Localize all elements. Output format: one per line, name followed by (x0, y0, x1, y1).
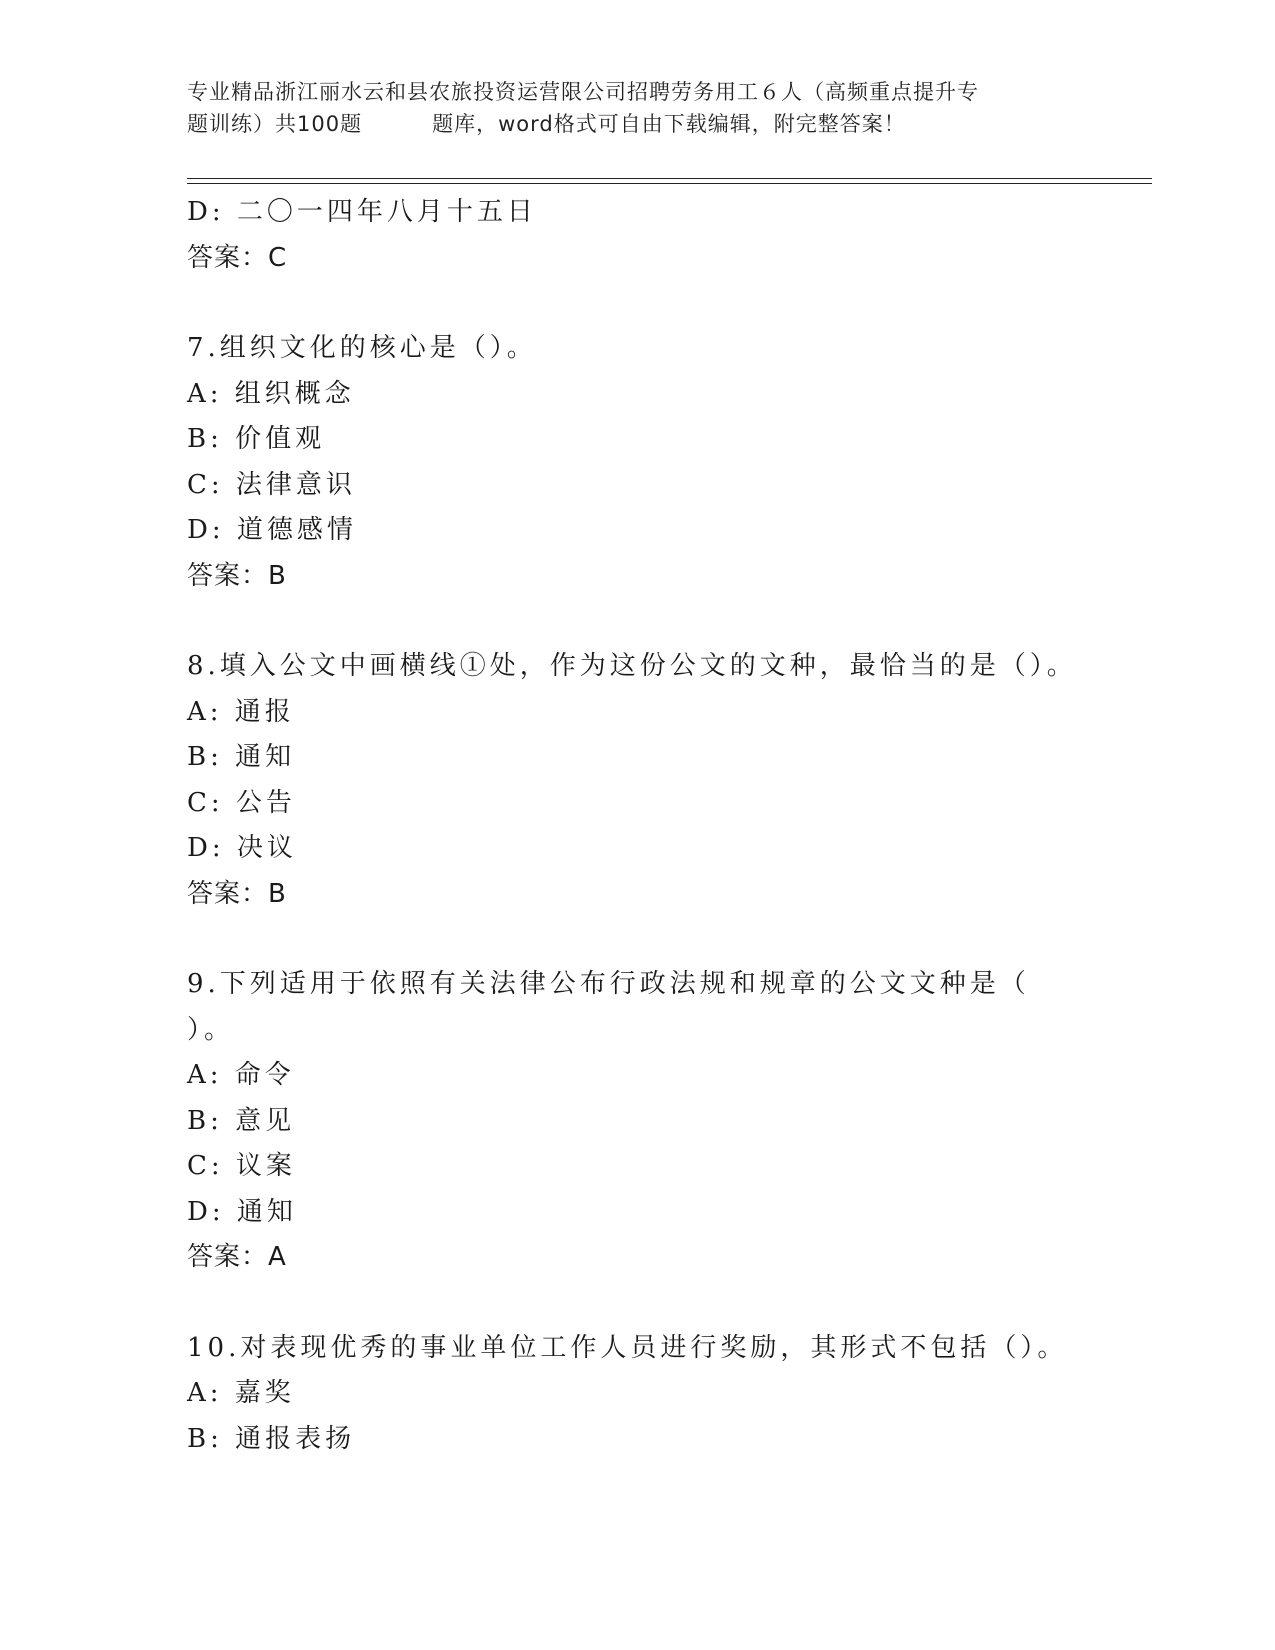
question-stem: 8.填入公文中画横线①处，作为这份公文的文种，最恰当的是（）。 (187, 651, 1077, 681)
option-c: C: 议案 (187, 1151, 296, 1181)
option-c: C: 公告 (187, 787, 296, 818)
option-a: A: 通报 (187, 696, 295, 727)
option-d: D: 决议 (187, 833, 297, 863)
option-c: C: 法律意识 (187, 469, 356, 500)
question-stem: 10.对表现优秀的事业单位工作人员进行奖励，其形式不包括（）。 (187, 1332, 1068, 1363)
option-b: B: 通知 (187, 742, 296, 772)
answer-line: 答案：A (187, 1242, 287, 1272)
question-block-6-tail (187, 190, 1152, 281)
header-title-line1: 专业精品浙江丽水云和县农旅投资运营限公司招聘劳务用工６人（高频重点提升专 (187, 80, 979, 104)
option-a: A: 组织概念 (187, 378, 355, 409)
option-b: B: 意见 (187, 1105, 296, 1136)
answer-line: 答案：B (187, 878, 287, 909)
question-stem-line1: 9.下列适用于依照有关法律公布行政法规和规章的公文文种是（ (187, 969, 1030, 999)
header-title-part1: 题训练）共100题 (187, 112, 363, 136)
question-block-8 (187, 644, 1152, 917)
question-stem-line2: ）。 (187, 1014, 235, 1045)
option-a: A: 命令 (187, 1060, 295, 1090)
answer-line: 答案：C (187, 242, 288, 273)
option-b: B: 价值观 (187, 424, 326, 454)
option-d: D: 通知 (187, 1196, 297, 1227)
question-block-9 (187, 962, 1152, 1281)
option-d: D: 道德感情 (187, 515, 357, 545)
question-stem: 7.组织文化的核心是（）。 (187, 333, 537, 363)
header-rule-top (187, 178, 1152, 179)
header-title-part2: 题库，word格式可自由下载编辑，附完整答案！ (432, 112, 906, 136)
option-d: D: 二〇一四年八月十五日 (187, 197, 537, 227)
header-title-line2 (187, 108, 1087, 140)
option-b: B: 通报表扬 (187, 1423, 356, 1454)
header-rule-bottom (187, 183, 1152, 184)
question-block-10 (187, 1326, 1152, 1463)
question-block-7 (187, 326, 1152, 599)
option-a: A: 嘉奖 (187, 1378, 295, 1408)
question-list (187, 190, 1152, 1462)
document-header (187, 76, 1087, 140)
answer-line: 答案：B (187, 560, 287, 591)
